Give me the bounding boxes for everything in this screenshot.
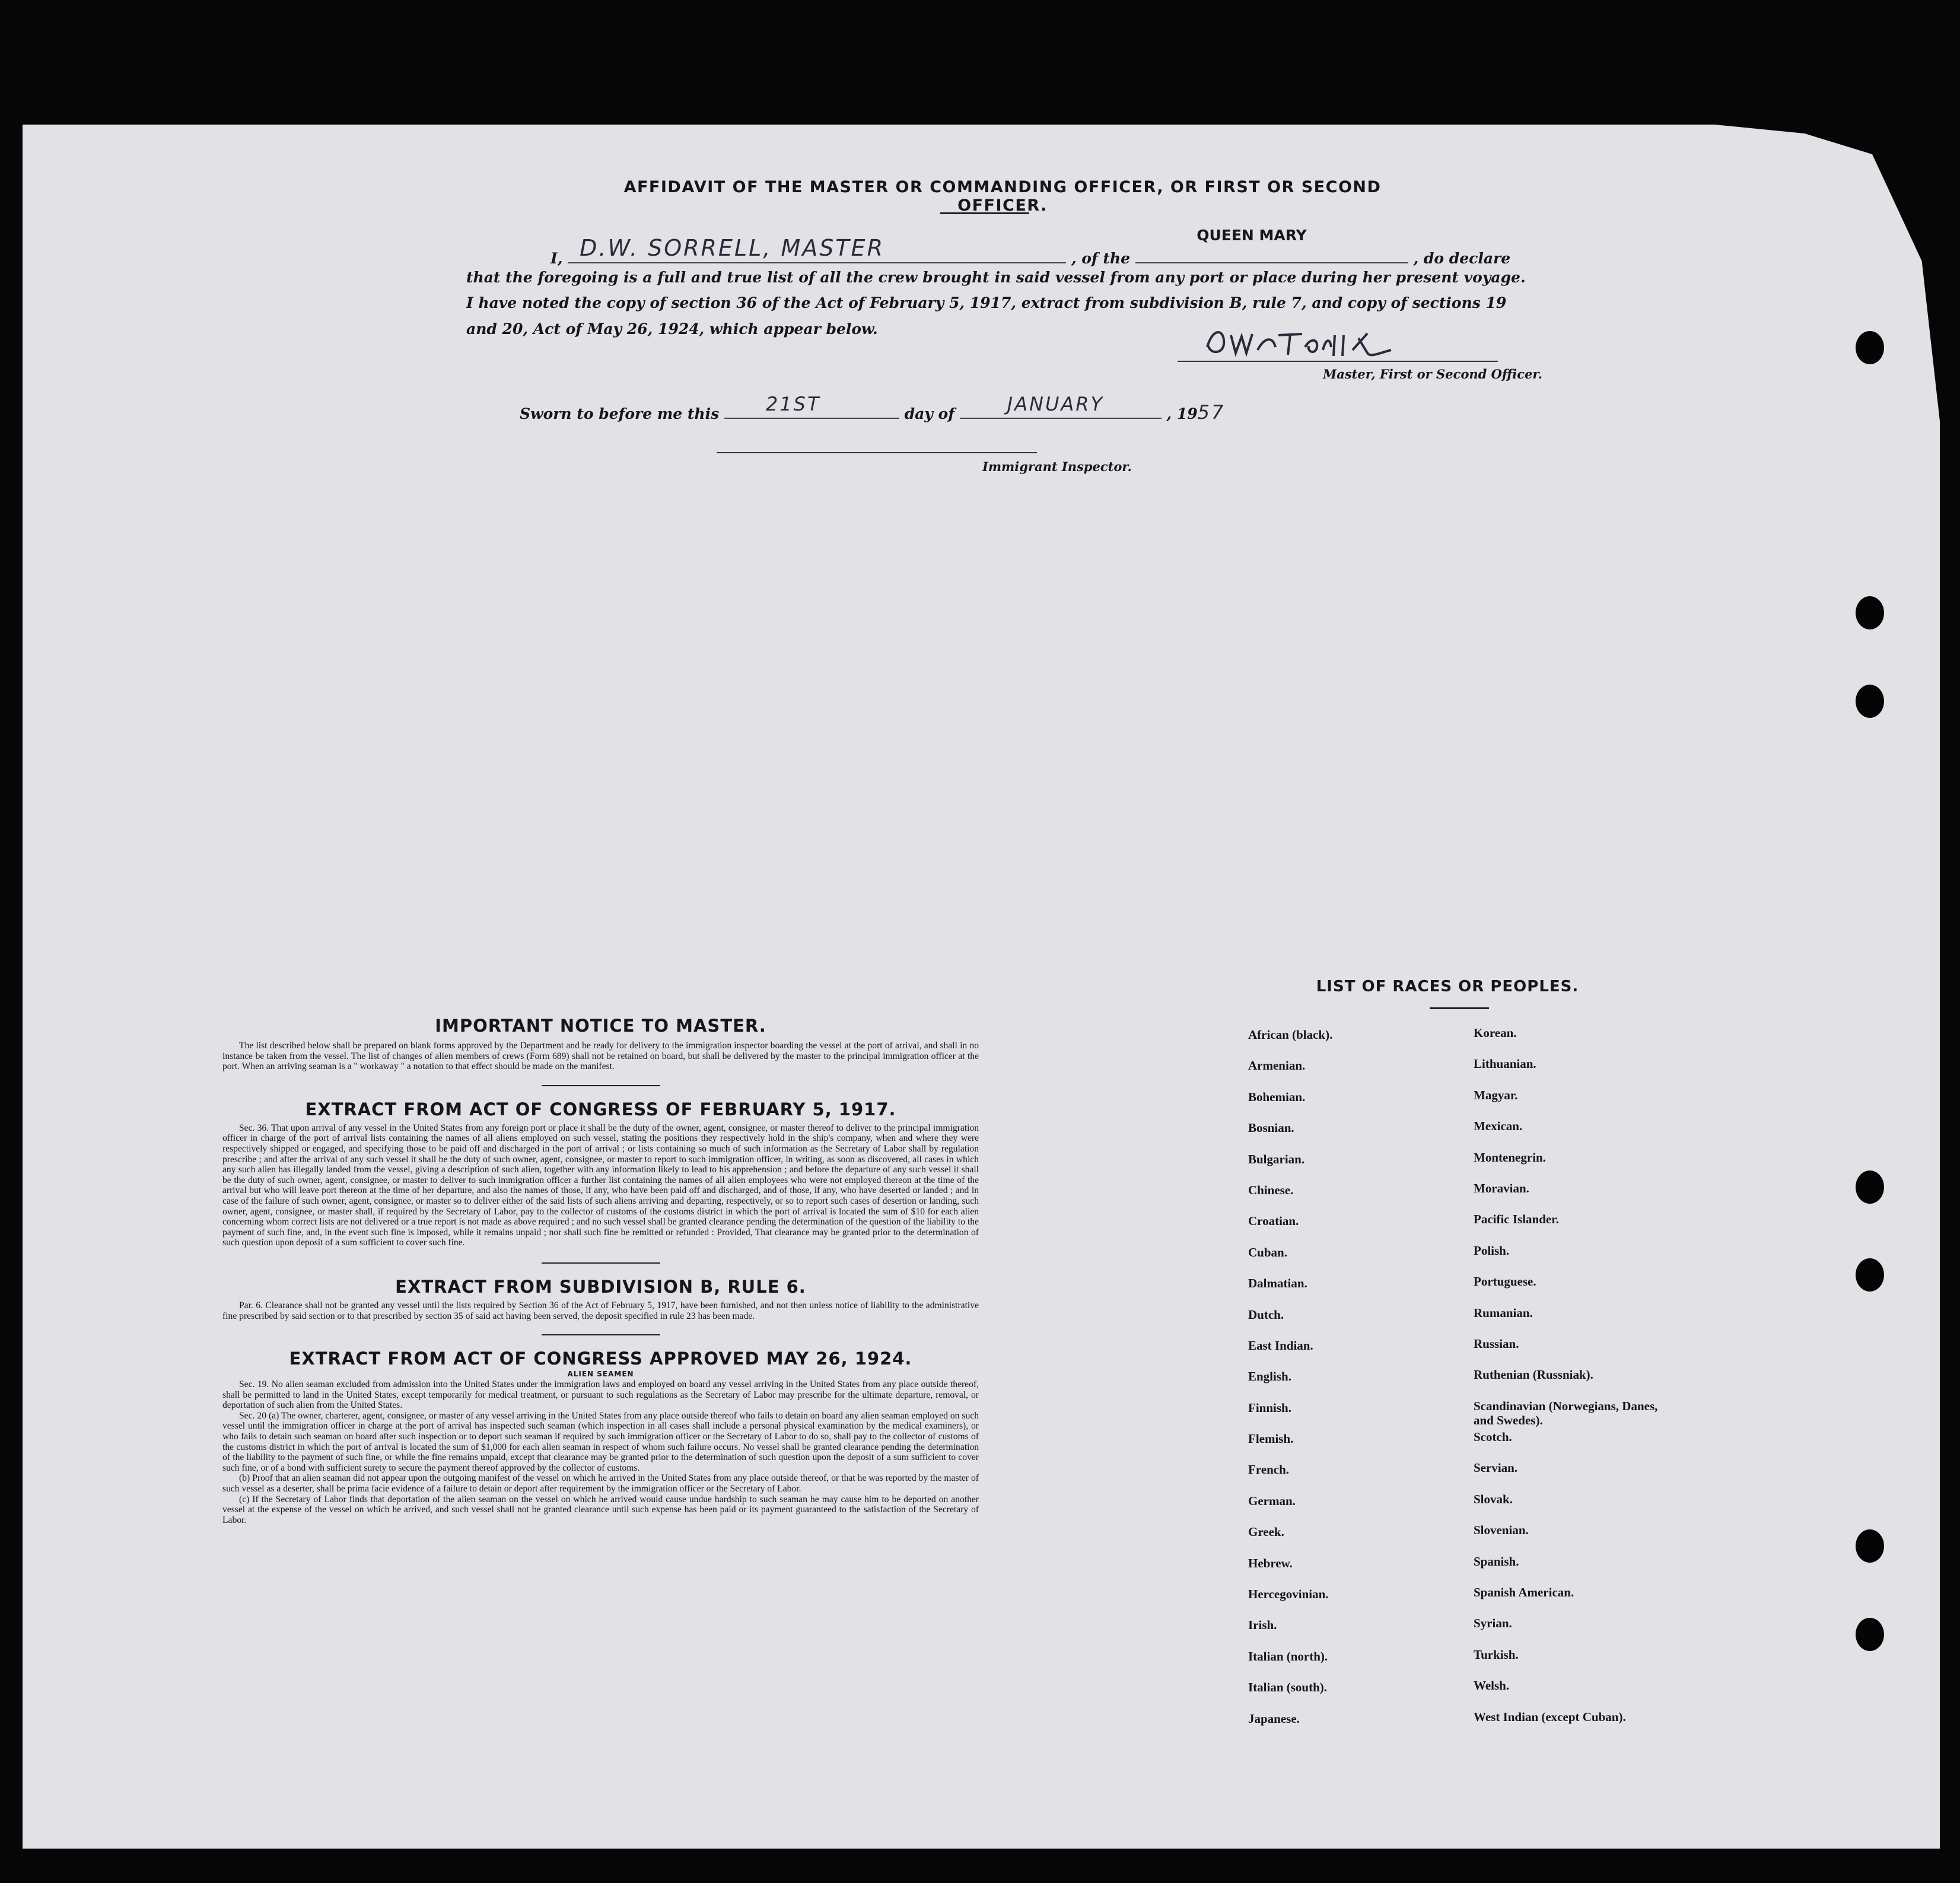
race-item: Servian.	[1474, 1461, 1518, 1475]
race-item: African (black).	[1248, 1028, 1333, 1042]
race-item: Turkish.	[1474, 1647, 1519, 1662]
race-item: Montenegrin.	[1474, 1150, 1546, 1165]
punch-hole	[1856, 1529, 1884, 1563]
master-signature	[1201, 317, 1403, 365]
race-item: Bosnian.	[1248, 1121, 1294, 1135]
race-item: East Indian.	[1248, 1338, 1313, 1353]
divider	[542, 1262, 660, 1264]
race-item: Greek.	[1248, 1525, 1284, 1540]
races-title: LIST OF RACES OR PEOPLES.	[1316, 978, 1579, 995]
of-the-label: , of the	[1071, 250, 1131, 267]
sec-20b-text: (b) Proof that an alien seaman did not appear upon the outgoing manifest of the vessel on which he arrived in the United States from any place outside thereof, or that he was reported by the master of such vessel as a deserter, shall be prima facie evidence of a failure to detain or deport after requirement by the immigration officer or the Secretary of Labor.	[222, 1473, 979, 1494]
race-item: Chinese.	[1248, 1182, 1294, 1197]
divider	[542, 1085, 660, 1086]
race-item: Syrian.	[1474, 1616, 1512, 1631]
race-item: Italian (south).	[1248, 1680, 1328, 1695]
race-item: Slovenian.	[1474, 1523, 1529, 1538]
prefix-i: I,	[551, 250, 563, 267]
race-item: Italian (north).	[1248, 1649, 1328, 1663]
sworn-month-field	[960, 393, 1162, 419]
race-item: Bohemian.	[1248, 1089, 1306, 1104]
race-item: Hebrew.	[1248, 1556, 1293, 1570]
punch-hole	[1856, 1618, 1884, 1651]
year-prefix: , 19	[1166, 405, 1198, 422]
divider	[1430, 1007, 1489, 1009]
race-item: Hercegovinian.	[1248, 1587, 1329, 1602]
punch-hole	[1856, 1170, 1884, 1204]
race-item: Spanish American.	[1474, 1585, 1574, 1600]
race-item: Lithuanian.	[1474, 1057, 1536, 1071]
race-item: Mexican.	[1474, 1119, 1523, 1134]
important-notice	[222, 1016, 979, 1525]
race-item: Dalmatian.	[1248, 1276, 1307, 1291]
declarant-field	[568, 235, 1066, 263]
race-item: Flemish.	[1248, 1432, 1294, 1446]
sec-20a-text: Sec. 20 (a) The owner, charterer, agent, consignee, or master of any vessel arriving in the United States from any place outside thereof who fails to detain on board any alien seaman employed on such vessel until the immigration officer in charge at the port of arrival has inspected such seaman (which inspection in all cases shall include a personal physical examination by the medical examiners), or who fails to detain such seaman on board after such inspection or to deport such seaman if required by such immigration officer or the Secretary of Labor to do so, shall pay to the collector of customs of the customs district in which the port of arrival is located the sum of $1,000 for each alien seaman in respect of whom such failure occurs. No vessel shall be granted clearance pending the determination of the liability to the payment of such fine, or while the fine remains unpaid, except that clearance may be granted prior to the determination of such question upon the deposit of a sum sufficient to cover such fine, or of a bond with sufficient surety to secure the payment thereof approved by the collector of customs.	[222, 1410, 979, 1473]
race-item: Scotch.	[1474, 1430, 1512, 1445]
sworn-day-handwritten: 21ST	[765, 393, 821, 415]
sworn-day-field	[724, 393, 899, 419]
race-item: Portuguese.	[1474, 1274, 1536, 1289]
race-item: English.	[1248, 1369, 1291, 1384]
vessel-field	[1135, 247, 1408, 263]
race-item: German.	[1248, 1493, 1296, 1508]
race-item: Dutch.	[1248, 1307, 1284, 1322]
affidavit-title: AFFIDAVIT OF THE MASTER OR COMMANDING OFFICER, OR FIRST OR SECOND OFFICER.	[623, 178, 1382, 215]
race-item: Russian.	[1474, 1336, 1519, 1351]
act-1924-subtitle: ALIEN SEAMEN	[567, 1370, 634, 1379]
race-item: Irish.	[1248, 1618, 1277, 1633]
race-item: Pacific Islander.	[1474, 1212, 1559, 1227]
rule-6-title: EXTRACT FROM SUBDIVISION B, RULE 6.	[395, 1276, 806, 1297]
act-1924-title: EXTRACT FROM ACT OF CONGRESS APPROVED MAY 26, 1924.	[289, 1348, 912, 1369]
race-item: Magyar.	[1474, 1087, 1518, 1102]
race-item: Korean.	[1474, 1026, 1517, 1040]
act-1917-text: Sec. 36. That upon arrival of any vessel in the United States from any foreign port or place it shall be the duty of the owner, agent, consignee, or master thereof to deliver to the principal immigration officer in charge of the port of arrival lists containing the names of all aliens employed on such vessel, stating the positions they respectively hold in the ship's company, when and where they were respectively shipped or engaged, and specifying those to be paid off and discharged in the port of arrival ; or lists containing so much of such information as the Secretary of Labor shall by regulation prescribe ; and after the arrival of any such vessel it shall be the duty of such owner, agent, consignee, or master to report to such immigration officer, in writing, as soon as discovered, all cases in which any such alien has illegally landed from the vessel, giving a description of such alien, together with any information likely to lead to his apprehension ; and before the departure of any such vessel it shall be the duty of such owner, agent, consignee, or master to deliver to such immigration officer a further list containing the names of all alien employees who were not employed thereon at the time of the arrival but who will leave port thereon at the time of her departure, and also the names of those, if any, who have been paid off and discharged, and of those, if any, who have deserted or landed ; and in case of the failure of such owner, agent, consignee, or master so to deliver either of the said lists of such aliens arriving and departing, respectively, or so to report such cases of desertion or landing, such owner, agent, consignee, or master shall, if required by the Secretary of Labor, pay to the collector of customs of the customs district in which the port of arrival is located the sum of $10 for each alien concerning whom correct lists are not delivered or a true report is not made as above required ; and no such vessel shall be granted clearance pending the determination of the question of the liability to the payment of such fine, and, in the event such fine is imposed, while it remains unpaid ; nor shall such fine be remitted or refunded : Provided, That clearance may be granted prior to the determination of such question upon deposit of a sum sufficient to cover such fine.	[222, 1122, 979, 1248]
signer-label: Master, First or Second Officer.	[1323, 367, 1542, 381]
races-left-column	[1248, 1028, 1332, 1742]
day-of-label: day of	[904, 405, 954, 422]
race-item: Armenian.	[1248, 1058, 1306, 1073]
year-handwritten: 57	[1197, 401, 1226, 424]
sworn-prefix: Sworn to before me this	[520, 405, 720, 422]
race-item: Spanish.	[1474, 1554, 1519, 1569]
signature-line	[1178, 361, 1498, 362]
sworn-month-handwritten: JANUARY	[1007, 393, 1105, 415]
punch-hole	[1856, 596, 1884, 629]
inspector-label: Immigrant Inspector.	[982, 459, 1132, 474]
notice-text: The list described below shall be prepared on blank forms approved by the Department and be ready for delivery to the immigration inspector boarding the vessel at the port of arrival, and shall in no instance be taken from the vessel. The list of changes of alien members of crews (Form 689) shall not be retained on board, but shall be delivered by the master to the principal immigration officer at the port. When an arriving seaman is a " workaway " a notation to that effect should be made on the manifest.	[222, 1041, 979, 1072]
declaration-line-4: and 20, Act of May 26, 1924, which appear below.	[466, 320, 878, 338]
race-item: Polish.	[1474, 1243, 1510, 1258]
do-declare-label: , do declare	[1413, 250, 1511, 267]
race-item: Moravian.	[1474, 1181, 1529, 1195]
torn-corner	[1714, 125, 1940, 421]
race-item: Finnish.	[1248, 1400, 1291, 1415]
declarant-handwritten: D.W. SORRELL, MASTER	[580, 235, 884, 261]
inspector-signature-line	[717, 452, 1037, 453]
rule-6-text: Par. 6. Clearance shall not be granted any vessel until the lists required by Section 36 of the Act of February 5, 1917, have been furnished, and not then unless notice of liability to the administrative fine prescribed by said section or to that prescribed by section 35 of said act having been served, the deposit specified in rule 23 has been made.	[222, 1300, 979, 1321]
race-item: Bulgarian.	[1248, 1152, 1305, 1166]
act-1917-title: EXTRACT FROM ACT OF CONGRESS OF FEBRUARY 5, 1917.	[305, 1099, 896, 1119]
race-item: West Indian (except Cuban).	[1474, 1709, 1626, 1724]
declaration-line-2: that the foregoing is a full and true list of all the crew brought in said vessel from any port or place during her present voyage.	[466, 269, 1526, 286]
punch-hole	[1856, 331, 1884, 364]
race-item: Croatian.	[1248, 1214, 1299, 1229]
sworn-line	[520, 393, 1226, 424]
sec-20c-text: (c) If the Secretary of Labor finds that deportation of the alien seaman on the vessel on which he arrived would cause undue hardship to such seaman he may cause him to be deported on another vessel at the expense of the vessel on which he arrived, and such vessel shall not be granted clearance until such expense has been paid or its payment guaranteed to the satisfaction of the Secretary of Labor.	[222, 1494, 979, 1525]
race-item: Welsh.	[1474, 1678, 1510, 1693]
race-item: Cuban.	[1248, 1245, 1287, 1259]
punch-hole	[1856, 685, 1884, 718]
vessel-name: QUEEN MARY	[1197, 227, 1307, 244]
declaration-line-3: I have noted the copy of section 36 of the Act of February 5, 1917, extract from subdivision B, rule 7, and copy of sections 19	[466, 294, 1507, 311]
race-item: Japanese.	[1248, 1711, 1300, 1726]
sec-19-text: Sec. 19. No alien seaman excluded from admission into the United States under the immigration laws and employed on board any vessel arriving in the United States from any place outside thereof, shall be permitted to land in the United States, except temporarily for medical treatment, or pursuant to such regulations as the Secretary of Labor may prescribe for the ultimate departure, removal, or deportation of such alien from the United States.	[222, 1379, 979, 1411]
notice-title: IMPORTANT NOTICE TO MASTER.	[435, 1016, 766, 1036]
divider	[940, 212, 1029, 214]
race-item: Rumanian.	[1474, 1305, 1533, 1320]
races-right-column	[1474, 1026, 1675, 1741]
race-item: Ruthenian (Russniak).	[1474, 1367, 1593, 1382]
race-item: French.	[1248, 1462, 1290, 1477]
divider	[542, 1334, 660, 1335]
race-item: Slovak.	[1474, 1491, 1513, 1506]
race-item: Scandinavian (Norwegians, Danes, and Swedes).	[1474, 1398, 1658, 1427]
punch-hole	[1856, 1258, 1884, 1292]
